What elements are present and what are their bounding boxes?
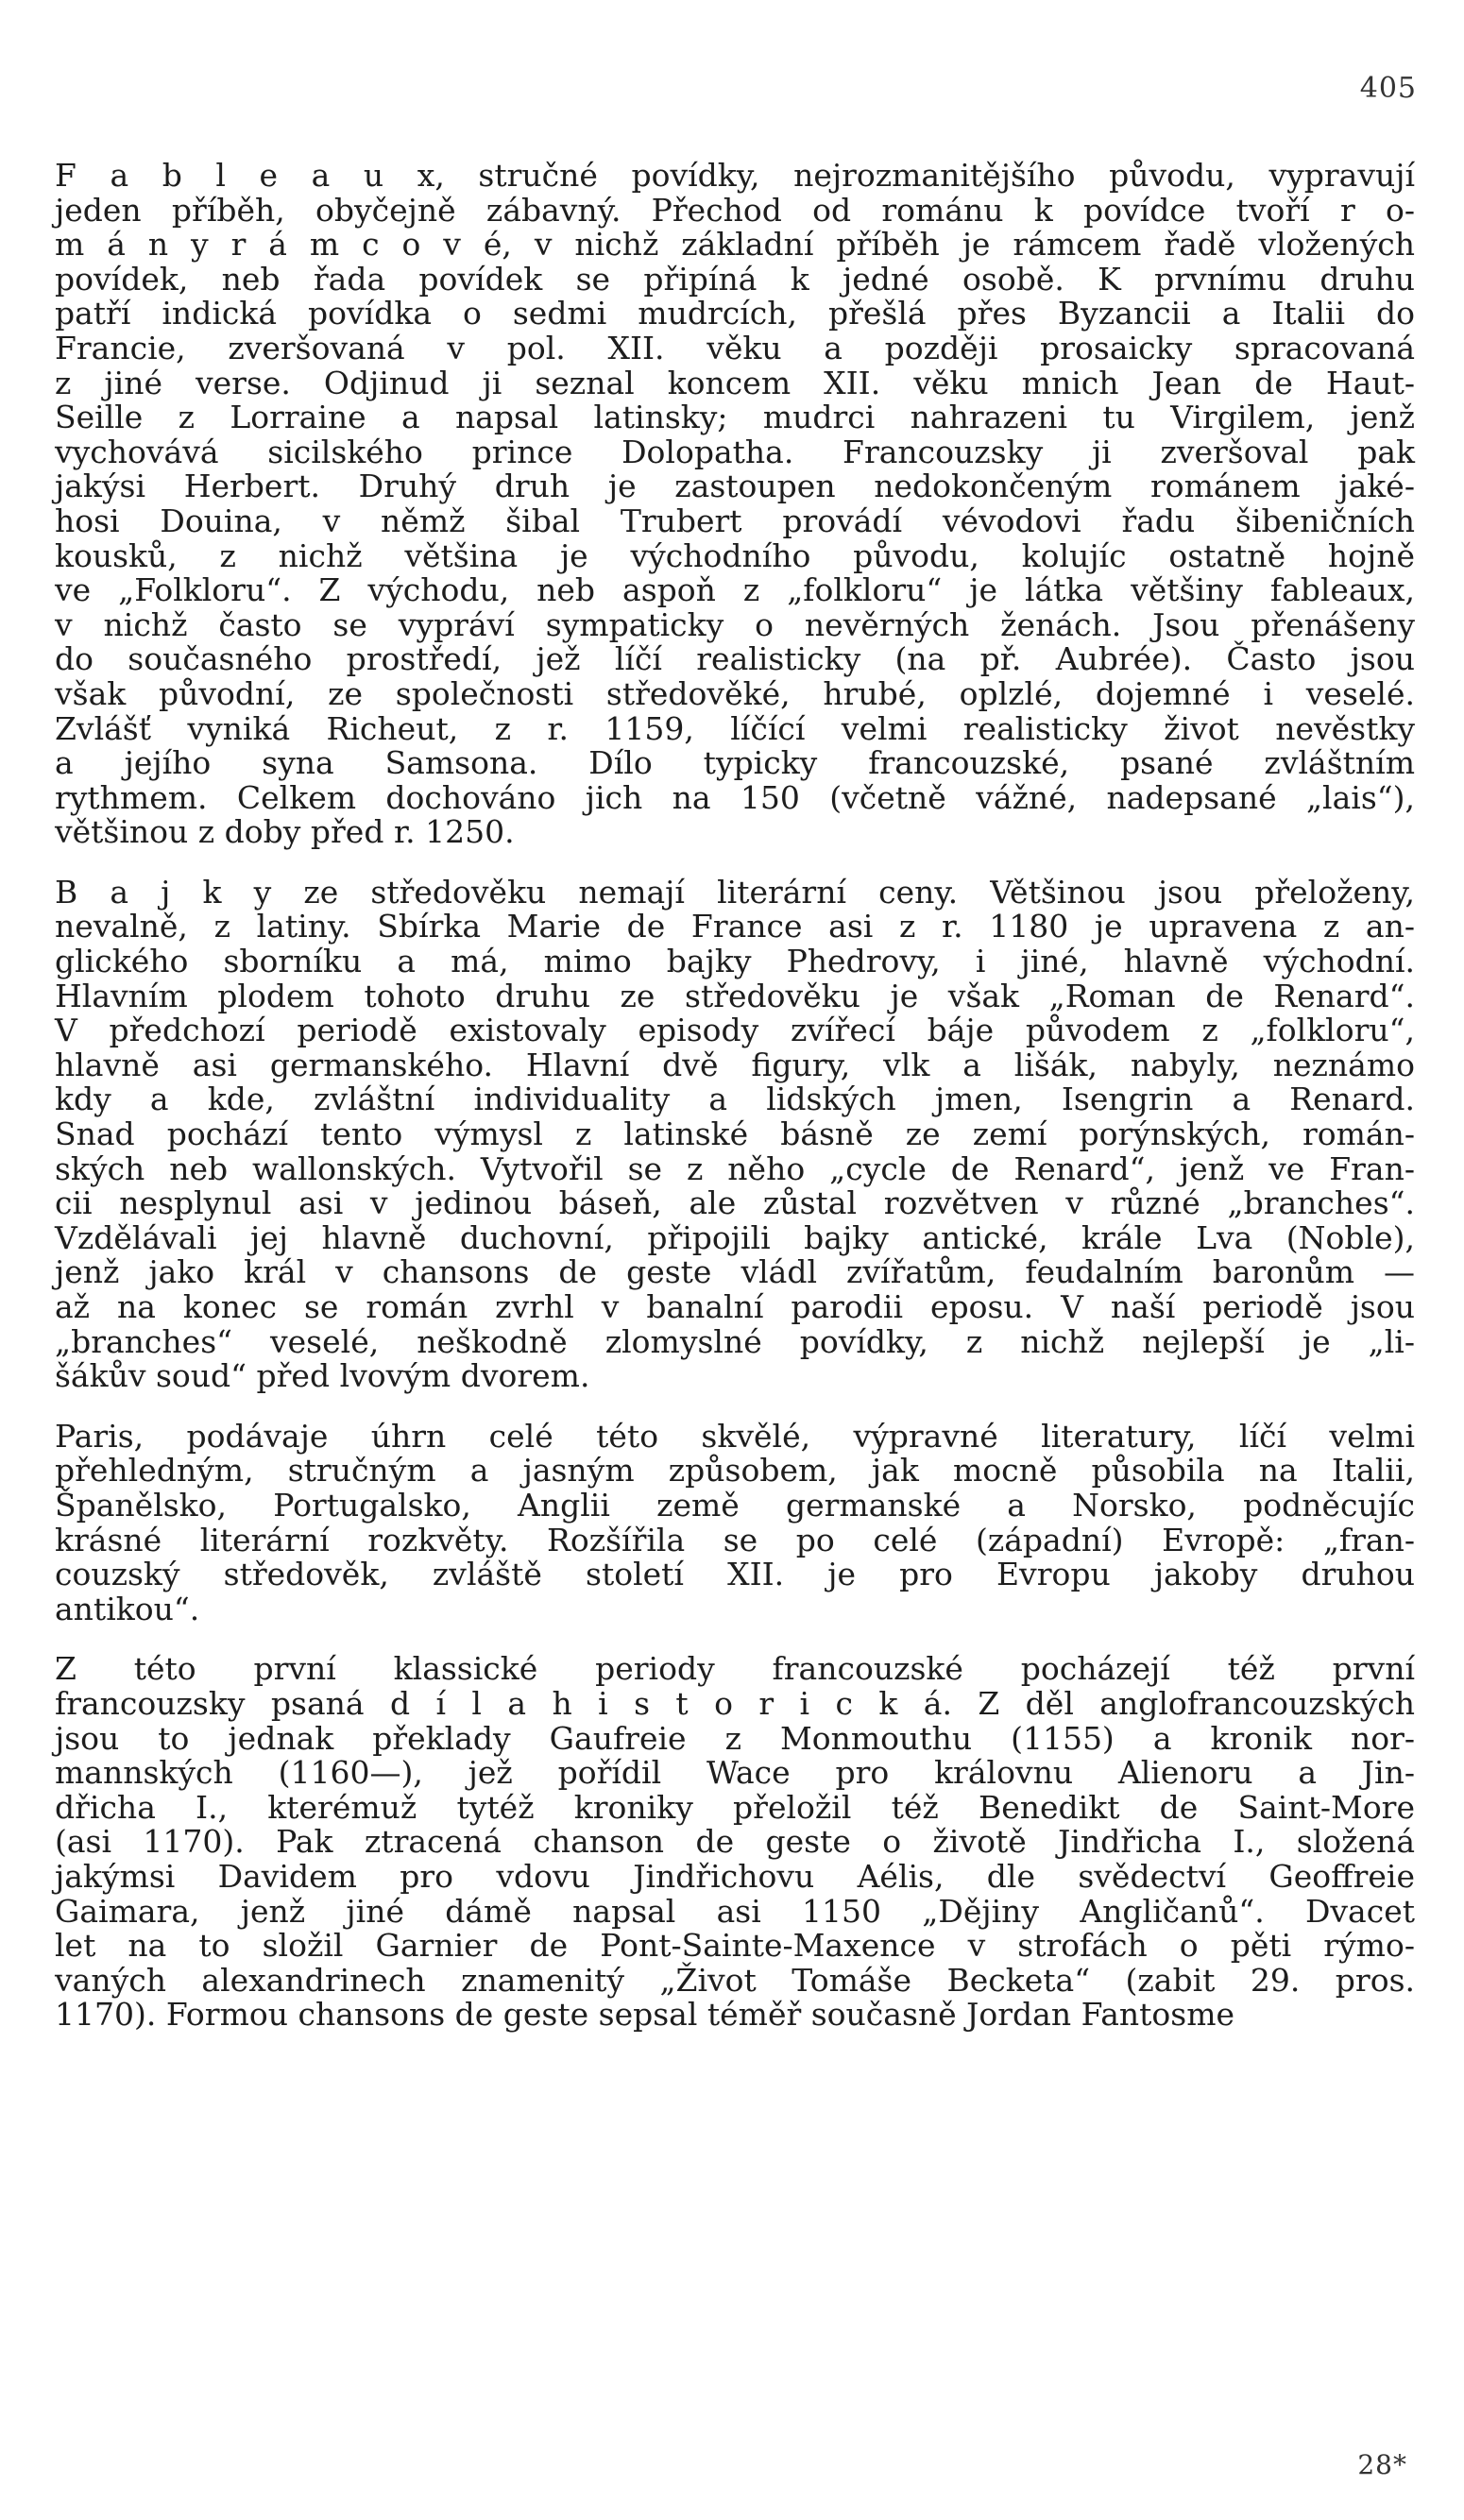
text-line: patří indická povídka o sedmi mudrcích, přešlá přes Byzancii a Italii do [55,295,1415,332]
text-line: povídek, neb řada povídek se připíná k jedné osobě. K prvnímu druhu [55,260,1415,298]
text-line: jsou to jednak překlady Gaufreie z Monmouthu (1155) a kronik nor- [55,1719,1415,1757]
page-number: 405 [1359,72,1417,105]
text-line: „branches“ veselé, neškodně zlomyslné povídky, z nichž nejlepší je „li- [55,1322,1415,1360]
body-text [55,159,1415,2033]
text-line: Vzdělávali jej hlavně duchovní, připojili bajky antické, krále Lva (Noble), [55,1218,1415,1256]
text-line: ve „Folkloru“. Z východu, neb aspoň z „folkloru“ je látka většiny fableaux, [55,571,1415,609]
text-line: až na konec se román zvrhl v banalní parodii eposu. V naší periodě jsou [55,1288,1415,1325]
text-line: z jiné verse. Odjinud ji seznal koncem XII. věku mnich Jean de Haut- [55,364,1415,401]
text-line: ských neb wallonských. Vytvořil se z něho „cycle de Renard“, jenž ve Fran- [55,1149,1415,1187]
text-line: (asi 1170). Pak ztracená chanson de geste o životě Jindřicha I., složená [55,1823,1415,1861]
text-line: kousků, z nichž většina je východního původu, kolujíc ostatně hojně [55,536,1415,574]
text-line: couzský středověk, zvláště století XII. je pro Evropu jakoby druhou [55,1556,1415,1593]
text-line: glického sborníku a má, mimo bajky Phedrovy, i jiné, hlavně východní. [55,943,1415,980]
text-line: Zvlášť vyniká Richeut, z r. 1159, líčící velmi realisticky život nevěstky [55,709,1415,747]
text-line: jakýsi Herbert. Druhý druh je zastoupen nedokončeným románem jaké- [55,468,1415,505]
text-line: dřicha I., kterémuž tytéž kroniky přeložil též Benedikt de Saint-More [55,1788,1415,1826]
text-line: Snad pochází tento výmysl z latinské básně ze zemí porýnských, román- [55,1115,1415,1153]
text-line: antikou“. [55,1590,200,1627]
text-line: nevalně, z latiny. Sbírka Marie de France asi z r. 1180 je upravena z an- [55,908,1415,945]
signature-mark: 28* [1357,2449,1407,2480]
text-line: 1170). Formou chansons de geste sepsal téměř současně Jordan Fantosme [55,1996,1235,2034]
text-line: hlavně asi germanského. Hlavní dvě figury, vlk a lišák, nabyly, neznámo [55,1046,1415,1083]
text-line: krásné literární rozkvěty. Rozšířila se po celé (západní) Evropě: „fran- [55,1521,1415,1558]
text-line: B a j k y ze středověku nemají literární ceny. Většinou jsou přeloženy, [55,873,1415,911]
text-line: francouzsky psaná d í l a h i s t o r i c k á. Z děl anglofrancouzských [55,1684,1415,1722]
text-line: Španělsko, Portugalsko, Anglii země germanské a Norsko, podněcujíc [55,1486,1415,1524]
paragraph-historicka [55,1652,1415,2033]
text-line: Gaimara, jenž jiné dámě napsal asi 1150 „Dějiny Angličanů“. Dvacet [55,1892,1415,1930]
text-line: jakýmsi Davidem pro vdovu Jindřichovu Aélis, dle svědectví Geoffreie [55,1857,1415,1895]
text-line: většinou z doby před r. 1250. [55,813,515,851]
text-line: Francie, zveršovaná v pol. XII. věku a později prosaicky spracovaná [55,329,1415,366]
text-line: do současného prostředí, jež líčí realisticky (na př. Aubrée). Často jsou [55,640,1415,678]
text-line: kdy a kde, zvláštní individuality a lidských jmen, Isengrin a Renard. [55,1081,1415,1118]
text-line: a jejího syna Samsona. Dílo typicky francouzské, psané zvláštním [55,744,1415,782]
paragraph-fableaux [55,159,1415,850]
text-line: let na to složil Garnier de Pont-Sainte-Maxence v strofách o pěti rýmo- [55,1927,1415,1965]
text-line: m á n y r á m c o v é, v nichž základní příběh je rámcem řadě vložených [55,226,1415,264]
text-line: jeden příběh, obyčejně zábavný. Přechod od románu k povídce tvoří r o- [55,191,1415,229]
paragraph-bajky [55,873,1415,1395]
text-line: šákův soud“ před lvovým dvorem. [55,1357,590,1395]
text-line: rythmem. Celkem dochováno jich na 150 (včetně vážné, nadepsané „lais“), [55,778,1415,816]
text-line: Paris, podávaje úhrn celé této skvělé, výpravné literatury, líčí velmi [55,1417,1415,1455]
text-line: však původní, ze společnosti středověké, hrubé, oplzlé, dojemné i veselé. [55,674,1415,712]
text-line: cii nesplynul asi v jedinou báseň, ale zůstal rozvětven v různé „branches“. [55,1184,1415,1222]
text-line: Z této první klassické periody francouzské pocházejí též první [55,1650,1415,1688]
text-line: jenž jako král v chansons de geste vládl zvířatům, feudalním baronům — [55,1253,1415,1291]
text-line: hosi Douina, v němž šibal Trubert provádí vévodovi řadu šibeničních [55,502,1415,539]
text-line: F a b l e a u x, stručné povídky, nejrozmanitějšího původu, vypravují [55,157,1415,194]
text-line: vychovává sicilského prince Dolopatha. Francouzsky ji zveršoval pak [55,433,1415,470]
text-line: přehledným, stručným a jasným způsobem, jak mocně působila na Italii, [55,1452,1415,1490]
text-line: vaných alexandrinech znamenitý „Život Tomáše Becketa“ (zabit 29. pros. [55,1961,1415,1999]
paragraph-paris [55,1417,1415,1627]
text-line: V předchozí periodě existovaly episody zvířecí báje původem z „folkloru“, [55,1012,1415,1049]
text-line: mannských (1160—), jež pořídil Wace pro královnu Alienoru a Jin- [55,1754,1415,1792]
text-line: v nichž často se vypráví sympaticky o nevěrných ženách. Jsou přenášeny [55,605,1415,643]
text-line: Hlavním plodem tohoto druhu ze středověku je však „Roman de Renard“. [55,977,1415,1014]
text-line: Seille z Lorraine a napsal latinsky; mudrci nahrazeni tu Virgilem, jenž [55,399,1415,436]
